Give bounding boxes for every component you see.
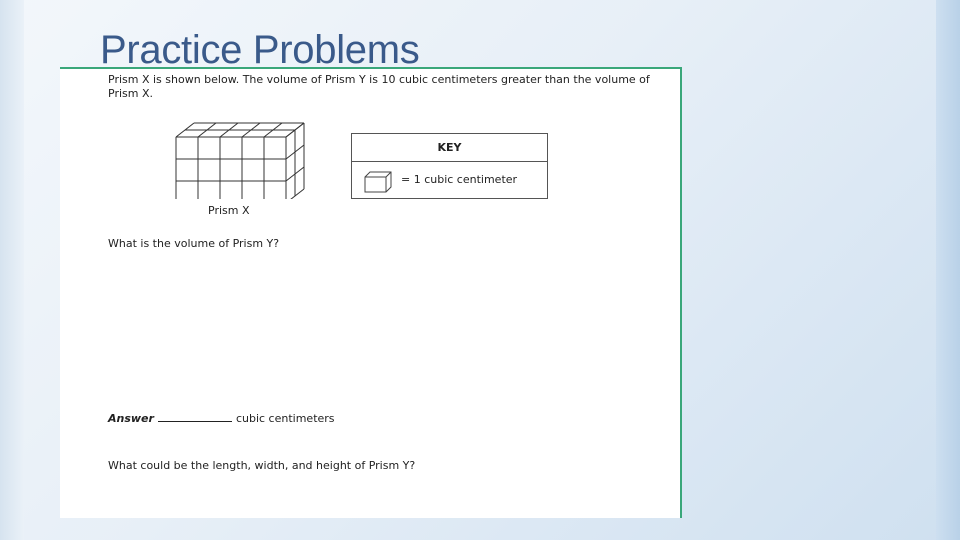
slide-title: Practice Problems [100,28,420,72]
prism-x-label: Prism X [208,204,250,217]
key-box [351,133,548,199]
question-volume: What is the volume of Prism Y? [108,237,280,250]
key-cube-label: = 1 cubic centimeter [401,173,518,186]
worksheet-image [60,67,682,518]
question-dimensions: What could be the length, width, and height of Prism Y? [108,459,416,472]
key-body [352,162,547,199]
answer-blank [158,412,232,422]
answer-line [108,412,335,426]
answer-unit: cubic centimeters [235,412,335,425]
prism-x-drawing [172,119,312,199]
left-frame-strip [0,0,24,540]
problem-intro-text: Prism X is shown below. The volume of Prism Y is 10 cubic centimeters greater than the volume of Prism X. [108,73,650,100]
unit-cube-icon [364,171,394,193]
right-frame-strip [936,0,960,540]
key-heading: KEY [352,134,547,162]
answer-label: Answer [108,412,154,425]
